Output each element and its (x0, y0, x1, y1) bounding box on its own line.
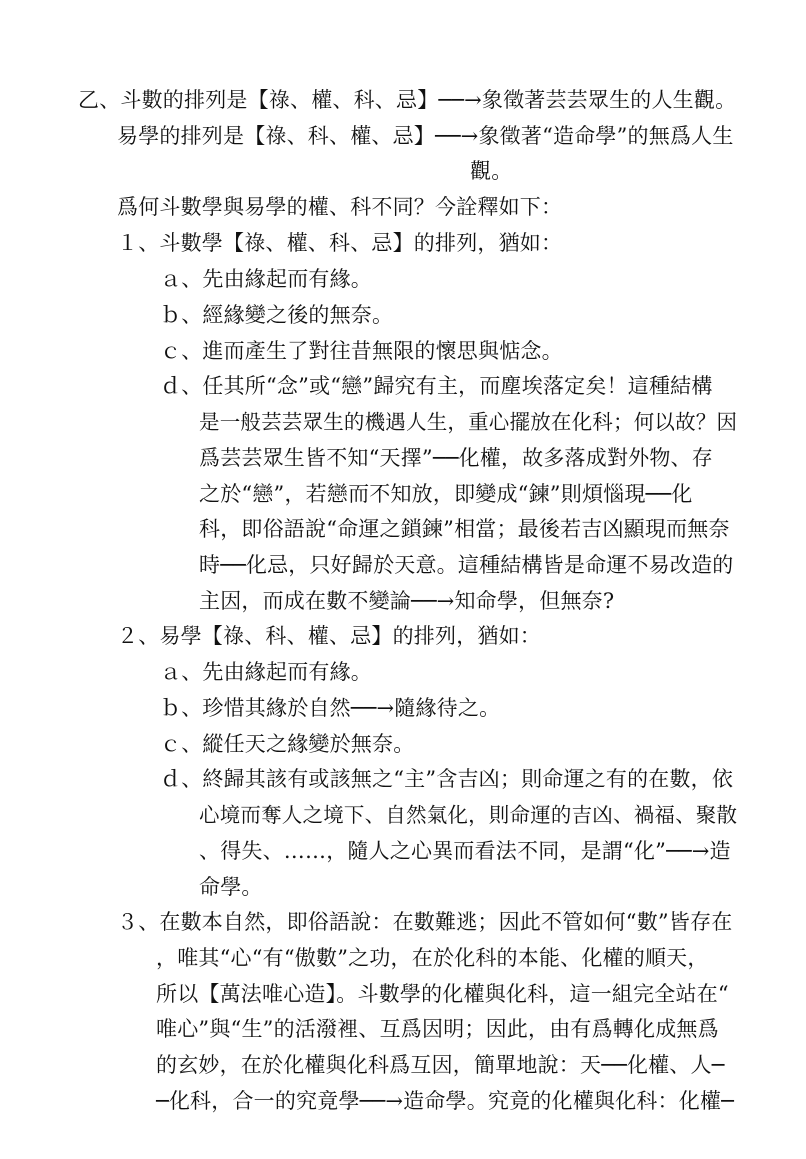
item-1d: ｄ、任其所“念”或“戀”歸究有主，而塵埃落定矣！這種結構 (160, 374, 713, 398)
item-1d-cont-6: 主因，而成在數不變論──→知命學，但無奈? (199, 589, 615, 613)
yi-xue-line: 易學的排列是【祿、科、權、忌】──→象徵著“造命學”的無爲人生 (117, 124, 734, 148)
item-1a: ａ、先由緣起而有緣。 (160, 267, 372, 291)
item-3-cont-3: 唯心”與“生”的活潑裡、互爲因明；因此，由有爲轉化成無爲 (156, 1017, 719, 1041)
item-2a: ａ、先由緣起而有緣。 (160, 660, 372, 684)
item-3-cont-4: 的玄妙，在於化權與化科爲互因，簡單地說：天──化權、人─ (156, 1053, 725, 1077)
item-2c: ｃ、縱任天之緣變於無奈。 (160, 732, 415, 756)
item-1d-cont-2: 爲芸芸眾生皆不知“天擇”──化權，故多落成對外物、存 (199, 446, 713, 470)
item-2d: ｄ、終歸其該有或該無之“主”含吉凶；則命運之有的在數，依 (160, 767, 734, 791)
heading-yi-line: 乙、斗數的排列是【祿、權、科、忌】──→象徵著芸芸眾生的人生觀。 (78, 88, 737, 112)
item-1-heading: １、斗數學【祿、權、科、忌】的排列，猶如： (117, 231, 563, 255)
item-2b: ｂ、珍惜其緣於自然──→隨緣待之。 (160, 696, 501, 720)
question-line: 爲何斗數學與易學的權、科不同？今詮釋如下： (117, 195, 563, 219)
item-2d-cont-2: 、得失、……，隨人之心異而看法不同，是謂“化”──→造 (199, 839, 731, 863)
item-3-cont-5: ─化科，合一的究竟學──→造命學。究竟的化權與化科：化權─ (156, 1089, 734, 1113)
item-3-cont-2: 所以【萬法唯心造】。斗數學的化權與化科，這一組完全站在“ (156, 982, 729, 1006)
item-2d-cont-1: 心境而奪人之境下、自然氣化，則命運的吉凶、禍福、聚散 (199, 803, 738, 827)
item-2d-cont-3: 命學。 (199, 875, 263, 899)
item-1b: ｂ、經緣變之後的無奈。 (160, 303, 394, 327)
item-3: ３、在數本自然，即俗語說：在數難逃；因此不管如何“數”皆存在 (117, 910, 733, 934)
item-1d-cont-5: 時──化忌，只好歸於天意。這種結構皆是命運不易改造的 (199, 553, 734, 577)
item-1d-cont-1: 是一般芸芸眾生的機遇人生，重心擺放在化科；何以故？因 (199, 410, 738, 434)
item-1d-cont-4: 科，即俗語說“命運之鎖鍊”相當；最後若吉凶顯現而無奈 (199, 517, 730, 541)
item-2-heading: ２、易學【祿、科、權、忌】的排列，猶如： (117, 624, 541, 648)
item-1c: ｃ、進而產生了對往昔無限的懷思與惦念。 (160, 339, 563, 363)
yi-xue-line-cont: 觀。 (470, 159, 513, 183)
item-3-cont-1: ，唯其“心“有“傲數”之功，在於化科的本能、化權的順天， (156, 946, 709, 970)
item-1d-cont-3: 之於“戀”，若戀而不知放，即變成“鍊”則煩惱現──化 (199, 482, 693, 506)
